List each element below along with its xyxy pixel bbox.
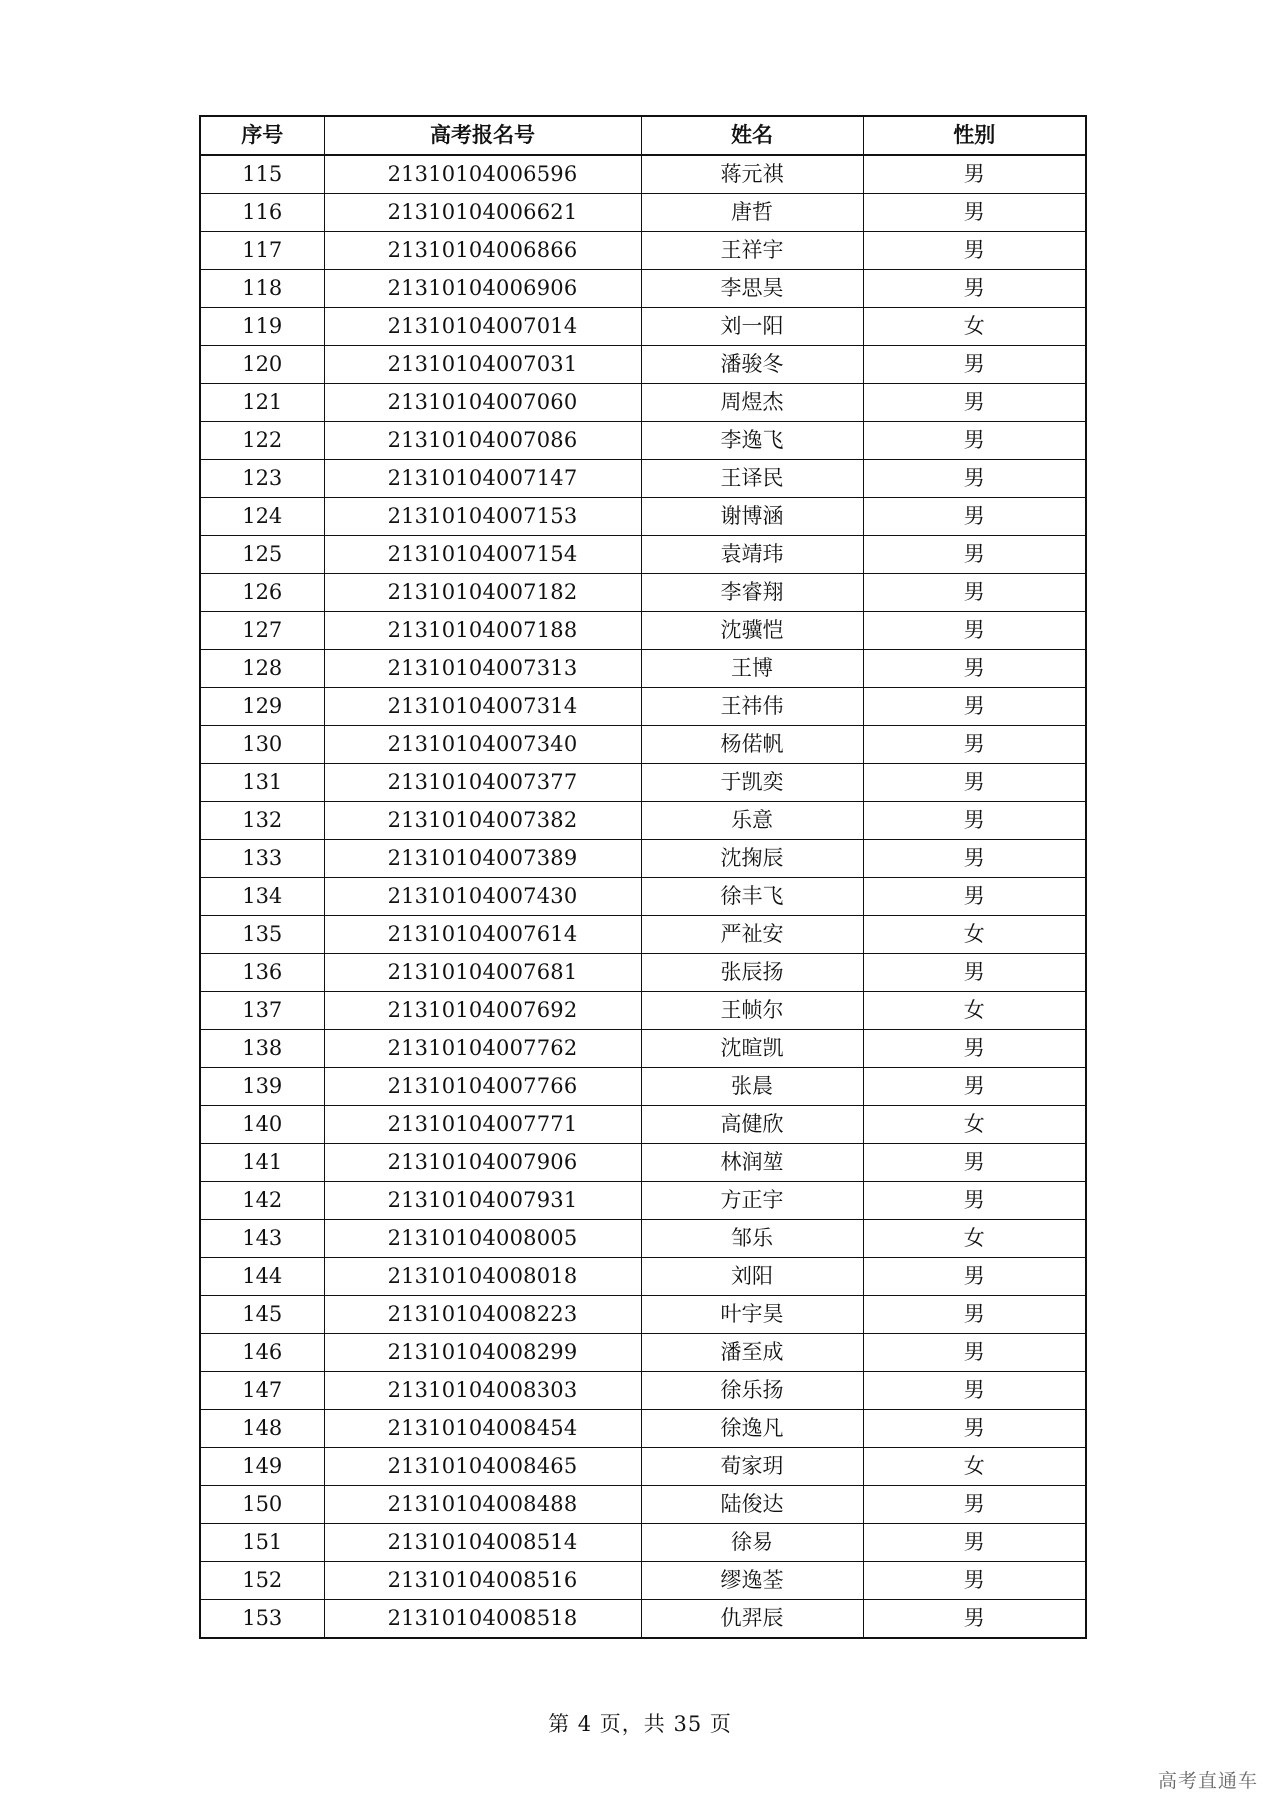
- table-row: [200, 536, 1086, 574]
- cell-seq: 141: [200, 1144, 324, 1182]
- table-row: [200, 422, 1086, 460]
- table-row: [200, 1220, 1086, 1258]
- cell-seq: 115: [200, 155, 324, 194]
- cell-seq: 122: [200, 422, 324, 460]
- cell-seq: 139: [200, 1068, 324, 1106]
- cell-id: 21310104007430: [324, 878, 641, 916]
- header-name: 姓名: [641, 116, 863, 155]
- cell-gender: 女: [863, 308, 1086, 346]
- cell-id: 21310104007614: [324, 916, 641, 954]
- cell-seq: 153: [200, 1600, 324, 1639]
- cell-gender: 男: [863, 270, 1086, 308]
- cell-gender: 男: [863, 1486, 1086, 1524]
- cell-name: 潘至成: [641, 1334, 863, 1372]
- table-row: [200, 1296, 1086, 1334]
- cell-id: 21310104008518: [324, 1600, 641, 1639]
- cell-gender: 女: [863, 916, 1086, 954]
- cell-seq: 129: [200, 688, 324, 726]
- table-row: [200, 1106, 1086, 1144]
- cell-name: 严祉安: [641, 916, 863, 954]
- cell-id: 21310104007147: [324, 460, 641, 498]
- cell-seq: 121: [200, 384, 324, 422]
- cell-seq: 144: [200, 1258, 324, 1296]
- cell-seq: 128: [200, 650, 324, 688]
- cell-name: 陆俊达: [641, 1486, 863, 1524]
- cell-name: 缪逸荃: [641, 1562, 863, 1600]
- table-row: [200, 1030, 1086, 1068]
- cell-name: 方正宇: [641, 1182, 863, 1220]
- cell-name: 唐哲: [641, 194, 863, 232]
- cell-name: 王博: [641, 650, 863, 688]
- watermark-text: 高考直通车: [1157, 1770, 1258, 1792]
- cell-id: 21310104008516: [324, 1562, 641, 1600]
- cell-seq: 126: [200, 574, 324, 612]
- cell-id: 21310104007313: [324, 650, 641, 688]
- cell-seq: 150: [200, 1486, 324, 1524]
- cell-id: 21310104008005: [324, 1220, 641, 1258]
- cell-name: 沈掬辰: [641, 840, 863, 878]
- cell-id: 21310104008223: [324, 1296, 641, 1334]
- cell-name: 荀家玥: [641, 1448, 863, 1486]
- cell-gender: 女: [863, 992, 1086, 1030]
- cell-name: 叶宇昊: [641, 1296, 863, 1334]
- cell-name: 徐乐扬: [641, 1372, 863, 1410]
- cell-gender: 男: [863, 1144, 1086, 1182]
- header-exam-id: 高考报名号: [324, 116, 641, 155]
- cell-id: 21310104007931: [324, 1182, 641, 1220]
- cell-gender: 男: [863, 1258, 1086, 1296]
- cell-seq: 117: [200, 232, 324, 270]
- cell-gender: 女: [863, 1220, 1086, 1258]
- table-row: [200, 346, 1086, 384]
- cell-name: 邹乐: [641, 1220, 863, 1258]
- table-row: [200, 155, 1086, 194]
- cell-gender: 男: [863, 802, 1086, 840]
- cell-name: 于凯奕: [641, 764, 863, 802]
- table-body: [200, 155, 1086, 1638]
- cell-gender: 女: [863, 1448, 1086, 1486]
- cell-seq: 152: [200, 1562, 324, 1600]
- cell-gender: 男: [863, 840, 1086, 878]
- cell-seq: 147: [200, 1372, 324, 1410]
- cell-id: 21310104007340: [324, 726, 641, 764]
- table-row: [200, 916, 1086, 954]
- table-row: [200, 1334, 1086, 1372]
- cell-seq: 135: [200, 916, 324, 954]
- cell-id: 21310104007154: [324, 536, 641, 574]
- cell-gender: 男: [863, 1524, 1086, 1562]
- cell-name: 潘骏冬: [641, 346, 863, 384]
- cell-id: 21310104008454: [324, 1410, 641, 1448]
- cell-gender: 男: [863, 574, 1086, 612]
- cell-name: 杨偌帆: [641, 726, 863, 764]
- header-gender: 性别: [863, 116, 1086, 155]
- cell-gender: 男: [863, 650, 1086, 688]
- cell-gender: 男: [863, 1410, 1086, 1448]
- cell-name: 张晨: [641, 1068, 863, 1106]
- cell-seq: 137: [200, 992, 324, 1030]
- table-row: [200, 194, 1086, 232]
- cell-gender: 男: [863, 1334, 1086, 1372]
- table-row: [200, 498, 1086, 536]
- cell-id: 21310104007031: [324, 346, 641, 384]
- cell-name: 王译民: [641, 460, 863, 498]
- cell-gender: 男: [863, 422, 1086, 460]
- cell-seq: 146: [200, 1334, 324, 1372]
- cell-id: 21310104007060: [324, 384, 641, 422]
- table-row: [200, 1410, 1086, 1448]
- table-row: [200, 1448, 1086, 1486]
- cell-seq: 116: [200, 194, 324, 232]
- cell-gender: 男: [863, 612, 1086, 650]
- cell-gender: 男: [863, 688, 1086, 726]
- cell-id: 21310104008465: [324, 1448, 641, 1486]
- cell-gender: 男: [863, 155, 1086, 194]
- cell-seq: 142: [200, 1182, 324, 1220]
- cell-name: 李逸飞: [641, 422, 863, 460]
- cell-seq: 124: [200, 498, 324, 536]
- cell-id: 21310104007377: [324, 764, 641, 802]
- cell-id: 21310104006596: [324, 155, 641, 194]
- cell-id: 21310104007182: [324, 574, 641, 612]
- cell-seq: 140: [200, 1106, 324, 1144]
- table-row: [200, 688, 1086, 726]
- cell-seq: 127: [200, 612, 324, 650]
- cell-id: 21310104008018: [324, 1258, 641, 1296]
- cell-gender: 男: [863, 878, 1086, 916]
- cell-seq: 118: [200, 270, 324, 308]
- cell-name: 徐逸凡: [641, 1410, 863, 1448]
- cell-name: 王祎伟: [641, 688, 863, 726]
- cell-id: 21310104007382: [324, 802, 641, 840]
- cell-name: 张辰扬: [641, 954, 863, 992]
- table-header-row: [200, 116, 1086, 155]
- table-row: [200, 840, 1086, 878]
- table-row: [200, 802, 1086, 840]
- table-row: [200, 650, 1086, 688]
- cell-id: 21310104007153: [324, 498, 641, 536]
- cell-id: 21310104008299: [324, 1334, 641, 1372]
- table-row: [200, 270, 1086, 308]
- cell-id: 21310104008488: [324, 1486, 641, 1524]
- cell-gender: 男: [863, 1068, 1086, 1106]
- cell-gender: 女: [863, 1106, 1086, 1144]
- cell-seq: 134: [200, 878, 324, 916]
- roster-table: [199, 115, 1087, 1639]
- cell-id: 21310104007762: [324, 1030, 641, 1068]
- cell-seq: 132: [200, 802, 324, 840]
- cell-name: 谢博涵: [641, 498, 863, 536]
- cell-seq: 145: [200, 1296, 324, 1334]
- cell-seq: 119: [200, 308, 324, 346]
- cell-gender: 男: [863, 384, 1086, 422]
- table-row: [200, 1562, 1086, 1600]
- cell-id: 21310104007771: [324, 1106, 641, 1144]
- table-row: [200, 574, 1086, 612]
- cell-name: 王祥宇: [641, 232, 863, 270]
- cell-id: 21310104007906: [324, 1144, 641, 1182]
- table-row: [200, 992, 1086, 1030]
- cell-seq: 120: [200, 346, 324, 384]
- cell-seq: 125: [200, 536, 324, 574]
- cell-seq: 131: [200, 764, 324, 802]
- cell-gender: 男: [863, 1372, 1086, 1410]
- cell-gender: 男: [863, 1600, 1086, 1639]
- cell-name: 袁靖玮: [641, 536, 863, 574]
- cell-seq: 149: [200, 1448, 324, 1486]
- table-row: [200, 232, 1086, 270]
- cell-name: 仇羿辰: [641, 1600, 863, 1639]
- table-row: [200, 384, 1086, 422]
- cell-name: 沈暄凯: [641, 1030, 863, 1068]
- cell-name: 蒋元祺: [641, 155, 863, 194]
- cell-name: 李睿翔: [641, 574, 863, 612]
- cell-name: 刘一阳: [641, 308, 863, 346]
- cell-id: 21310104008514: [324, 1524, 641, 1562]
- cell-seq: 138: [200, 1030, 324, 1068]
- table-row: [200, 1372, 1086, 1410]
- cell-name: 王帧尔: [641, 992, 863, 1030]
- table-row: [200, 1182, 1086, 1220]
- cell-id: 21310104006621: [324, 194, 641, 232]
- cell-id: 21310104007188: [324, 612, 641, 650]
- cell-gender: 男: [863, 346, 1086, 384]
- cell-id: 21310104006866: [324, 232, 641, 270]
- cell-name: 徐丰飞: [641, 878, 863, 916]
- cell-id: 21310104007086: [324, 422, 641, 460]
- table-row: [200, 1068, 1086, 1106]
- cell-gender: 男: [863, 498, 1086, 536]
- page-number: 第 4 页，共 35 页: [548, 1712, 732, 1736]
- cell-id: 21310104007314: [324, 688, 641, 726]
- cell-name: 林润堃: [641, 1144, 863, 1182]
- cell-gender: 男: [863, 536, 1086, 574]
- cell-name: 高健欣: [641, 1106, 863, 1144]
- cell-gender: 男: [863, 764, 1086, 802]
- cell-gender: 男: [863, 1030, 1086, 1068]
- table-row: [200, 1600, 1086, 1639]
- cell-gender: 男: [863, 954, 1086, 992]
- cell-id: 21310104007692: [324, 992, 641, 1030]
- cell-gender: 男: [863, 232, 1086, 270]
- cell-name: 刘阳: [641, 1258, 863, 1296]
- cell-gender: 男: [863, 1562, 1086, 1600]
- cell-seq: 151: [200, 1524, 324, 1562]
- header-seq: 序号: [200, 116, 324, 155]
- cell-id: 21310104008303: [324, 1372, 641, 1410]
- cell-gender: 男: [863, 1182, 1086, 1220]
- cell-name: 沈骥恺: [641, 612, 863, 650]
- cell-id: 21310104007766: [324, 1068, 641, 1106]
- cell-seq: 143: [200, 1220, 324, 1258]
- cell-id: 21310104006906: [324, 270, 641, 308]
- cell-seq: 148: [200, 1410, 324, 1448]
- cell-name: 徐易: [641, 1524, 863, 1562]
- table-row: [200, 954, 1086, 992]
- cell-name: 乐意: [641, 802, 863, 840]
- table-row: [200, 1486, 1086, 1524]
- cell-gender: 男: [863, 726, 1086, 764]
- cell-gender: 男: [863, 1296, 1086, 1334]
- cell-name: 李思昊: [641, 270, 863, 308]
- table-row: [200, 878, 1086, 916]
- cell-name: 周煜杰: [641, 384, 863, 422]
- cell-seq: 130: [200, 726, 324, 764]
- table-row: [200, 1144, 1086, 1182]
- cell-seq: 123: [200, 460, 324, 498]
- table-row: [200, 1258, 1086, 1296]
- cell-seq: 136: [200, 954, 324, 992]
- cell-seq: 133: [200, 840, 324, 878]
- table-row: [200, 612, 1086, 650]
- table-row: [200, 726, 1086, 764]
- table-row: [200, 764, 1086, 802]
- table-row: [200, 460, 1086, 498]
- cell-id: 21310104007389: [324, 840, 641, 878]
- table-row: [200, 1524, 1086, 1562]
- cell-gender: 男: [863, 460, 1086, 498]
- table-row: [200, 308, 1086, 346]
- cell-id: 21310104007681: [324, 954, 641, 992]
- cell-gender: 男: [863, 194, 1086, 232]
- cell-id: 21310104007014: [324, 308, 641, 346]
